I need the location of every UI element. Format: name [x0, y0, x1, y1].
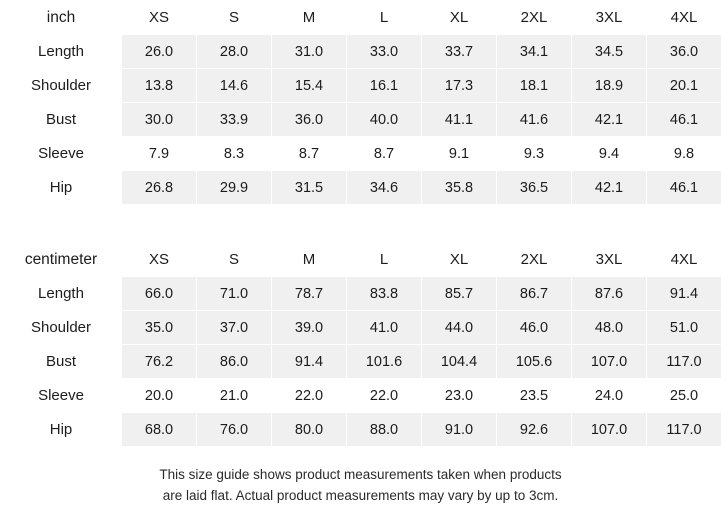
cell: 33.9 — [197, 103, 272, 137]
row-label-shoulder: Shoulder — [1, 69, 122, 103]
cell: 46.1 — [647, 103, 721, 137]
gap-cell — [197, 206, 272, 242]
size-header-2xl: 2XL — [497, 243, 572, 277]
gap-row — [1, 206, 721, 242]
cell: 46.1 — [647, 171, 721, 205]
cell: 107.0 — [572, 345, 647, 379]
size-header-m: M — [272, 1, 347, 35]
cell: 8.7 — [272, 137, 347, 171]
table-row — [1, 103, 721, 137]
cell: 36.0 — [647, 35, 721, 69]
unit-label: centimeter — [1, 243, 122, 277]
row-label-sleeve: Sleeve — [1, 379, 122, 413]
cell: 22.0 — [272, 379, 347, 413]
size-header-l: L — [347, 243, 422, 277]
size-header-xs: XS — [122, 243, 197, 277]
cell: 23.5 — [497, 379, 572, 413]
cell: 91.4 — [647, 277, 721, 311]
size-table-inch — [0, 0, 721, 205]
cell: 42.1 — [572, 171, 647, 205]
cell: 34.6 — [347, 171, 422, 205]
cell: 13.8 — [122, 69, 197, 103]
cell: 26.0 — [122, 35, 197, 69]
cell: 36.0 — [272, 103, 347, 137]
size-header-m: M — [272, 243, 347, 277]
cell: 48.0 — [572, 311, 647, 345]
table-header-row — [1, 243, 721, 277]
cell: 8.7 — [347, 137, 422, 171]
cell: 25.0 — [647, 379, 721, 413]
gap-cell — [647, 206, 721, 242]
cell: 9.1 — [422, 137, 497, 171]
size-header-3xl: 3XL — [572, 243, 647, 277]
table-gap — [0, 205, 721, 242]
cell: 71.0 — [197, 277, 272, 311]
gap-cell — [1, 206, 122, 242]
size-header-s: S — [197, 243, 272, 277]
cell: 86.0 — [197, 345, 272, 379]
cell: 39.0 — [272, 311, 347, 345]
cell: 41.6 — [497, 103, 572, 137]
table-header-row — [1, 1, 721, 35]
size-guide-note — [0, 465, 721, 507]
note-line-1: This size guide shows product measurements taken when products — [0, 465, 721, 486]
table-row — [1, 35, 721, 69]
cell: 21.0 — [197, 379, 272, 413]
cell: 28.0 — [197, 35, 272, 69]
table-row — [1, 171, 721, 205]
cell: 76.2 — [122, 345, 197, 379]
size-header-2xl: 2XL — [497, 1, 572, 35]
cell: 26.8 — [122, 171, 197, 205]
cell: 34.1 — [497, 35, 572, 69]
cell: 24.0 — [572, 379, 647, 413]
cell: 41.0 — [347, 311, 422, 345]
row-label-shoulder: Shoulder — [1, 311, 122, 345]
unit-label: inch — [1, 1, 122, 35]
size-header-3xl: 3XL — [572, 1, 647, 35]
cell: 51.0 — [647, 311, 721, 345]
note-line-2: are laid flat. Actual product measurements may vary by up to 3cm. — [0, 486, 721, 507]
cell: 34.5 — [572, 35, 647, 69]
row-label-length: Length — [1, 35, 122, 69]
cell: 107.0 — [572, 413, 647, 447]
cell: 20.0 — [122, 379, 197, 413]
table-row — [1, 137, 721, 171]
gap-cell — [347, 206, 422, 242]
table-row — [1, 277, 721, 311]
size-header-l: L — [347, 1, 422, 35]
gap-cell — [497, 206, 572, 242]
cell: 7.9 — [122, 137, 197, 171]
cell: 87.6 — [572, 277, 647, 311]
row-label-bust: Bust — [1, 345, 122, 379]
cell: 22.0 — [347, 379, 422, 413]
cell: 78.7 — [272, 277, 347, 311]
cell: 29.9 — [197, 171, 272, 205]
cell: 80.0 — [272, 413, 347, 447]
cell: 31.5 — [272, 171, 347, 205]
cell: 14.6 — [197, 69, 272, 103]
table-row — [1, 311, 721, 345]
cell: 46.0 — [497, 311, 572, 345]
size-header-4xl: 4XL — [647, 243, 721, 277]
cell: 41.1 — [422, 103, 497, 137]
cell: 91.4 — [272, 345, 347, 379]
cell: 8.3 — [197, 137, 272, 171]
table-row — [1, 379, 721, 413]
cell: 9.3 — [497, 137, 572, 171]
cell: 15.4 — [272, 69, 347, 103]
cell: 117.0 — [647, 413, 721, 447]
cell: 37.0 — [197, 311, 272, 345]
cell: 18.1 — [497, 69, 572, 103]
gap-cell — [572, 206, 647, 242]
cell: 35.8 — [422, 171, 497, 205]
cell: 85.7 — [422, 277, 497, 311]
cell: 31.0 — [272, 35, 347, 69]
cell: 17.3 — [422, 69, 497, 103]
cell: 83.8 — [347, 277, 422, 311]
table-row — [1, 69, 721, 103]
cell: 92.6 — [497, 413, 572, 447]
table-row — [1, 345, 721, 379]
cell: 30.0 — [122, 103, 197, 137]
gap-cell — [272, 206, 347, 242]
cell: 76.0 — [197, 413, 272, 447]
cell: 86.7 — [497, 277, 572, 311]
table-row — [1, 413, 721, 447]
row-label-bust: Bust — [1, 103, 122, 137]
cell: 16.1 — [347, 69, 422, 103]
cell: 42.1 — [572, 103, 647, 137]
cell: 105.6 — [497, 345, 572, 379]
cell: 33.7 — [422, 35, 497, 69]
cell: 104.4 — [422, 345, 497, 379]
row-label-hip: Hip — [1, 413, 122, 447]
cell: 117.0 — [647, 345, 721, 379]
cell: 91.0 — [422, 413, 497, 447]
cell: 20.1 — [647, 69, 721, 103]
cell: 33.0 — [347, 35, 422, 69]
cell: 68.0 — [122, 413, 197, 447]
cell: 9.4 — [572, 137, 647, 171]
size-header-4xl: 4XL — [647, 1, 721, 35]
row-label-length: Length — [1, 277, 122, 311]
cell: 40.0 — [347, 103, 422, 137]
row-label-sleeve: Sleeve — [1, 137, 122, 171]
cell: 9.8 — [647, 137, 721, 171]
size-header-s: S — [197, 1, 272, 35]
row-label-hip: Hip — [1, 171, 122, 205]
cell: 23.0 — [422, 379, 497, 413]
cell: 101.6 — [347, 345, 422, 379]
gap-cell — [422, 206, 497, 242]
cell: 66.0 — [122, 277, 197, 311]
size-table-centimeter — [0, 242, 721, 447]
cell: 35.0 — [122, 311, 197, 345]
cell: 36.5 — [497, 171, 572, 205]
size-header-xl: XL — [422, 1, 497, 35]
size-header-xs: XS — [122, 1, 197, 35]
gap-cell — [122, 206, 197, 242]
cell: 88.0 — [347, 413, 422, 447]
size-header-xl: XL — [422, 243, 497, 277]
cell: 18.9 — [572, 69, 647, 103]
cell: 44.0 — [422, 311, 497, 345]
